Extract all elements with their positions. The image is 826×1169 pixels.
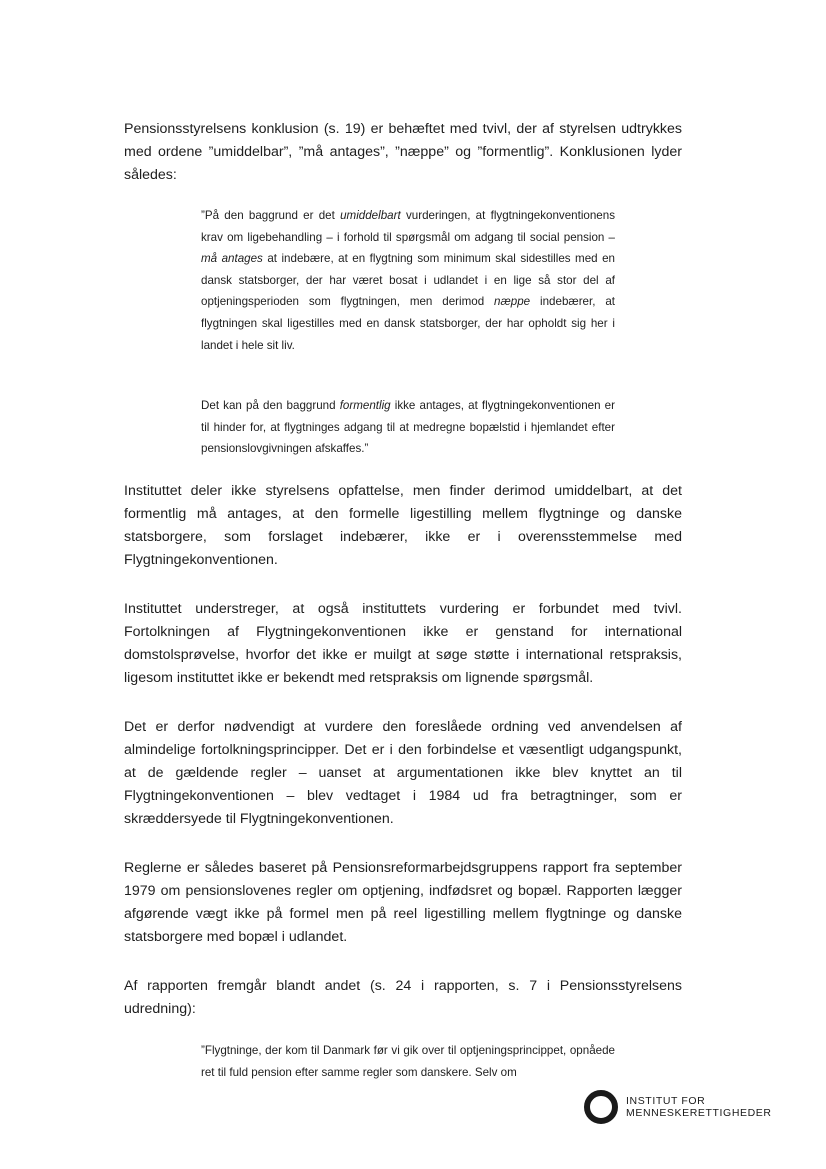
paragraph-rules: Reglerne er således baseret på Pensionsreformarbejdsgruppens rapport fra september 1979 om pensionslovenes regler om optjening, indfødsret og bopæl. Rapporten lægger afgørende vægt ikke på formel men på reel ligestilling mellem flygtninge og danske statsborgere med bopæl i udlandet.	[124, 860, 682, 945]
block-quote-1	[201, 205, 615, 356]
block-quote-2: ”Flygtninge, der kom til Danmark før vi gik over til optjeningsprincippet, opnåede ret til fuld pension efter samme regler som danskere. Selv om	[201, 1044, 615, 1079]
paragraph-institute-view: Instituttet deler ikke styrelsens opfattelse, men finder derimod umiddelbart, at det formentlig må antages, at den formelle ligestilling mellem flygtninge og danske statsborgere, som forslaget indebærer, ikke er i overensstemmelse med Flygtningekonventionen.	[124, 483, 682, 568]
paragraph-interpretation: Det er derfor nødvendigt at vurdere den foreslåede ordning ved anvendelsen af almindelige fortolkningsprincipper. Det er i den forbindelse et væsentligt udgangspunkt, at de gældende regler – uanset at argumentationen ikke blev knyttet an til Flygtningekonventionen – blev vedtaget i 1984 ud fra betragtninger, som er skræddersyede til Flygtningekonventionen.	[124, 719, 682, 827]
block-quote-1b	[201, 395, 615, 460]
quote-paragraph-b: Det kan på den baggrund formentlig ikke antages, at flygtningekonventionen er til hinder for, at flygtninges adgang til at medregne bopælstid i hjemlandet efter pensionslovgivningen afskaffes.”	[201, 399, 615, 456]
logo-text: INSTITUT FOR MENNESKERETTIGHEDER	[626, 1095, 772, 1119]
paragraph-doubt: Instituttet understreger, at også instituttets vurdering er forbundet med tvivl. Fortolkningen af Flygtningekonventionen ikke er genstand for international domstolsprøvelse, hvorfor det ikke er muilgt at søge støtte i international retspraksis, ligesom instituttet ikke er bekendt med retspraksis om lignende spørgsmål.	[124, 601, 682, 686]
ring-logo-icon	[584, 1090, 618, 1124]
paragraph-conclusion: Pensionsstyrelsens konklusion (s. 19) er behæftet med tvivl, der af styrelsen udtrykkes med ordene ”umiddelbar”, ”må antages”, ”næppe” og ”formentlig”. Konklusionen lyder således:	[124, 121, 682, 183]
quote-paragraph-a: ”På den baggrund er det umiddelbart vurderingen, at flygtningekonventionens krav om ligebehandling – i forhold til spørgsmål om adgang til social pension – må antages at indebære, at en flygtning som minimum skal sidestilles med en dansk statsborger, der har været bosat i udlandet i en lige så stor del af optjeningsperioden som flygtningen, men derimod næppe indebærer, at flygtningen skal ligestilles med en dansk statsborger, der har opholdt sig her i landet i hele sit liv.	[201, 209, 615, 352]
paragraph-report-intro: Af rapporten fremgår blandt andet (s. 24 i rapporten, s. 7 i Pensionsstyrelsens udredning):	[124, 978, 682, 1017]
institute-logo	[584, 1090, 772, 1124]
